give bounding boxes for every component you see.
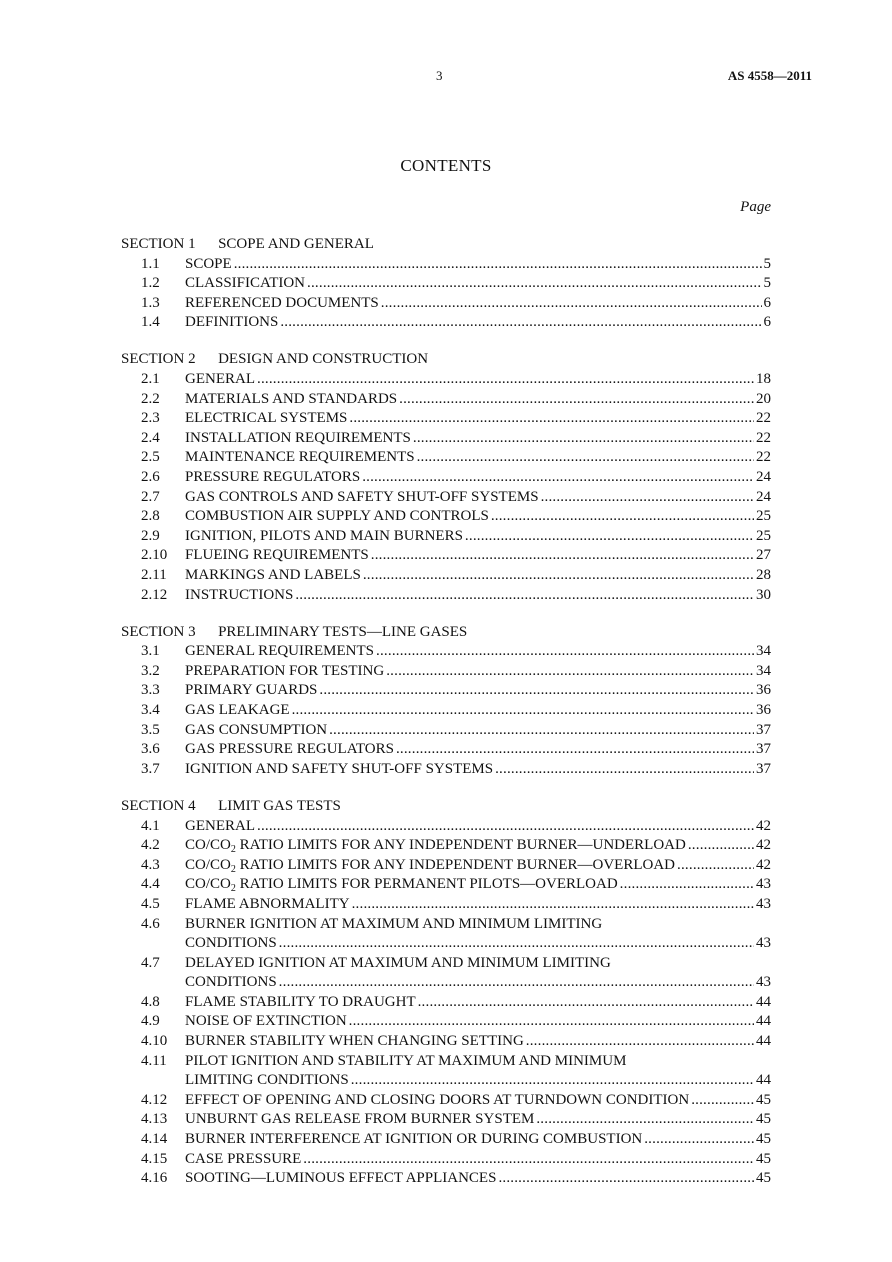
entry-title-line: BURNER IGNITION AT MAXIMUM AND MINIMUM LIMITING [185,915,603,932]
dot-leader [677,856,754,876]
dot-leader [526,1032,754,1052]
dot-leader [644,1130,754,1150]
entry-page: 24 [756,488,771,505]
toc-entry[interactable] [121,721,771,741]
page-number: 3 [436,68,443,83]
toc-entry[interactable] [121,740,771,760]
entry-number: 2.6 [141,469,160,486]
entry-page: 25 [756,527,771,544]
entry-title-line: DELAYED IGNITION AT MAXIMUM AND MINIMUM LIMITING [185,954,611,971]
entry-page: 20 [756,390,771,407]
entry-line [185,895,771,915]
dot-leader [279,973,754,993]
entry-line [185,390,771,410]
dot-leader [541,488,754,508]
toc-entry[interactable] [121,662,771,682]
entry-title: FLAME STABILITY TO DRAUGHT [185,993,416,1010]
entry-line [185,681,771,701]
entry-body [185,586,771,606]
entry-line [185,973,771,993]
dot-leader [465,527,754,547]
entry-line [185,642,771,662]
entry-title: $CO/CO_2$ RATIO LIMITS FOR ANY INDEPENDENT BURNER—UNDERLOAD [185,837,686,856]
entry-line [185,740,771,760]
entry-page: 22 [756,410,771,427]
entry-body [185,566,771,586]
toc-entry[interactable] [121,527,771,547]
entry-page: 43 [756,935,771,952]
entry-number: 3.6 [141,741,160,758]
entry-body [185,642,771,662]
entry-title: BURNER STABILITY WHEN CHANGING SETTING [185,1033,524,1050]
toc-entry[interactable] [121,1052,771,1091]
entry-page: 22 [756,429,771,446]
entry-line [185,1032,771,1052]
entry-page: 43 [756,974,771,991]
entry-body [185,721,771,741]
entry-title: INSTRUCTIONS [185,586,294,603]
entry-line [185,1012,771,1032]
entry-page: 42 [756,837,771,854]
entry-title: PREPARATION FOR TESTING [185,662,385,679]
entry-line [185,274,771,294]
dot-leader [417,448,754,468]
section-heading[interactable]: SECTION 1 SCOPE AND GENERAL [121,236,374,252]
entry-body [185,274,771,294]
entry-number: 1.1 [141,255,160,272]
entry-body [185,662,771,682]
entry-title: GAS CONSUMPTION [185,721,328,738]
entry-body [185,681,771,701]
entry-body [185,836,771,856]
dot-leader [413,429,754,449]
toc-entry[interactable] [121,255,771,275]
toc-entry[interactable] [121,875,771,895]
entry-body [185,294,771,314]
entry-title: FLUEING REQUIREMENTS [185,547,369,564]
entry-line [185,527,771,547]
entry-title: CONDITIONS [185,935,277,952]
entry-title: REFERENCED DOCUMENTS [185,294,379,311]
entry-body [185,1012,771,1032]
entry-title: BURNER INTERFERENCE AT IGNITION OR DURING COMBUSTION [185,1131,643,1148]
entry-line [185,760,771,780]
entry-body [185,915,771,954]
entry-body [185,527,771,547]
entry-title: CASE PRESSURE [185,1150,302,1167]
dot-leader [303,1150,754,1170]
toc-entry[interactable] [121,915,771,954]
entry-title: $CO/CO_2$ RATIO LIMITS FOR PERMANENT PILOTS—OVERLOAD [185,876,618,895]
toc-entry[interactable] [121,954,771,993]
entry-line [185,721,771,741]
dot-leader [495,760,754,780]
entry-body [185,313,771,333]
subscript: 2 [230,883,236,895]
entry-line [185,875,771,895]
entry-line [185,1091,771,1111]
entry-number: 2.3 [141,410,160,427]
entry-page: 43 [756,895,771,912]
toc-entry[interactable] [121,546,771,566]
entry-page: 30 [756,586,771,603]
entry-body [185,390,771,410]
toc-entry[interactable] [121,370,771,390]
entry-page: 43 [756,876,771,893]
entry-body [185,895,771,915]
entry-body [185,448,771,468]
subscript: 2 [230,844,236,856]
entry-title: MATERIALS AND STANDARDS [185,390,398,407]
section-heading[interactable]: SECTION 2 DESIGN AND CONSTRUCTION [121,351,429,368]
entry-page: 45 [756,1170,771,1187]
entry-number: 4.10 [141,1033,168,1050]
entry-body [185,954,771,993]
entry-page: 28 [756,567,771,583]
entry-line [185,934,771,954]
toc-entry[interactable] [121,409,771,429]
toc-entry[interactable] [121,895,771,915]
entry-title: GENERAL [185,817,255,834]
toc-entry[interactable] [121,1150,771,1170]
entry-body [185,468,771,488]
toc-entry[interactable] [121,681,771,701]
entry-number: 3.5 [141,721,160,738]
entry-page: 44 [756,1033,771,1050]
dot-leader [399,390,754,410]
dot-leader [396,740,754,760]
dot-leader [386,662,754,682]
entry-title: MARKINGS AND LABELS [185,567,361,583]
entry-line [185,1110,771,1130]
subscript: 2 [230,863,236,875]
entry-body [185,507,771,527]
dot-leader [307,274,761,294]
entry-page: 37 [756,760,771,777]
entry-number: 1.2 [141,275,160,292]
dot-leader [329,721,754,741]
entry-title: EFFECT OF OPENING AND CLOSING DOORS AT TURNDOWN CONDITION [185,1091,690,1108]
entry-page: 22 [756,449,771,466]
entry-number: 2.8 [141,508,160,525]
entry-number: 2.9 [141,527,160,544]
entry-body [185,1110,771,1130]
entry-number: 2.4 [141,429,160,446]
entry-page: 36 [756,702,771,719]
toc-entry[interactable] [121,274,771,294]
entry-title: GENERAL REQUIREMENTS [185,643,375,660]
entry-title: PRESSURE REGULATORS [185,469,361,486]
dot-leader [381,294,762,314]
entry-number: 4.15 [141,1150,168,1167]
dot-leader [279,934,754,954]
toc-entry[interactable] [121,468,771,488]
toc-entry[interactable] [121,294,771,314]
entry-number: 4.2 [141,837,160,854]
dot-leader [349,1012,754,1032]
entry-title: ELECTRICAL SYSTEMS [185,410,348,427]
toc-section [121,797,771,1189]
entry-page: 45 [756,1150,771,1167]
entry-page: 36 [756,682,771,699]
entry-line [185,448,771,468]
entry-line [185,1071,771,1091]
entry-title: DEFINITIONS [185,314,279,331]
entry-title: SOOTING—LUMINOUS EFFECT APPLIANCES [185,1170,497,1187]
toc-entry[interactable] [121,993,771,1013]
entry-line [185,993,771,1013]
entry-page: 25 [756,508,771,525]
entry-body [185,1150,771,1170]
dot-leader [280,313,761,333]
entry-body [185,488,771,508]
document-code: AS 4558—2011 [727,68,812,83]
entry-number: 2.1 [141,371,160,388]
entry-body [185,817,771,837]
toc-entry[interactable] [121,390,771,410]
entry-page: 34 [756,643,771,660]
entry-body [185,1169,771,1189]
entry-page: 18 [756,371,771,388]
toc-entry[interactable] [121,488,771,508]
entry-number: 4.13 [141,1111,168,1128]
dot-leader [257,370,754,390]
entry-number: 4.3 [141,856,160,873]
toc-section [121,350,771,605]
dot-leader [363,566,754,586]
entry-number: 2.7 [141,488,160,505]
entry-body [185,429,771,449]
entry-line [185,817,771,837]
entry-number: 4.11 [141,1052,167,1069]
toc-entry[interactable] [121,856,771,876]
entry-page: 37 [756,741,771,758]
dot-leader [362,468,754,488]
table-of-contents [121,235,771,1189]
entry-number: 4.16 [141,1170,168,1187]
entry-body [185,255,771,275]
entry-number: 2.12 [141,586,168,603]
entry-number: 4.12 [141,1091,168,1108]
entry-page: 5 [763,255,771,272]
entry-title: GAS PRESSURE REGULATORS [185,741,394,758]
entry-line [185,566,771,586]
entry-page: 45 [756,1131,771,1148]
entry-line [185,701,771,721]
entry-title: COMBUSTION AIR SUPPLY AND CONTROLS [185,508,489,525]
entry-title: LIMITING CONDITIONS [185,1072,349,1089]
entry-body [185,701,771,721]
toc-entry[interactable] [121,566,771,586]
entry-page: 44 [756,993,771,1010]
entry-page: 34 [756,662,771,679]
toc-entry[interactable] [121,760,771,780]
entry-number: 1.3 [141,294,160,311]
entry-page: 44 [756,1072,771,1089]
entry-line [185,488,771,508]
entry-body [185,993,771,1013]
entry-number: 2.2 [141,390,160,407]
dot-leader [376,642,754,662]
dot-leader [234,255,762,275]
dot-leader [491,507,754,527]
dot-leader [351,1071,754,1091]
entry-body [185,740,771,760]
dot-leader [371,546,754,566]
dot-leader [257,817,754,837]
entry-line [185,507,771,527]
section-heading[interactable]: SECTION 3 PRELIMINARY TESTS—LINE GASES [121,623,468,640]
entry-title: GENERAL [185,371,255,388]
entry-page: 42 [756,856,771,873]
entry-number: 4.5 [141,895,160,912]
toc-entry[interactable] [121,1169,771,1189]
dot-leader [319,681,754,701]
dot-leader [349,409,754,429]
entry-title: GAS CONTROLS AND SAFETY SHUT-OFF SYSTEMS [185,488,539,505]
entry-number: 3.7 [141,760,160,777]
entry-number: 1.4 [141,314,160,331]
entry-title: IGNITION AND SAFETY SHUT-OFF SYSTEMS [185,760,494,777]
entry-line [185,370,771,390]
entry-body [185,370,771,390]
section-heading[interactable]: SECTION 4 LIMIT GAS TESTS [121,797,341,814]
dot-leader [292,701,754,721]
dot-leader [620,875,754,895]
entry-body [185,546,771,566]
entry-title: SCOPE [185,255,232,272]
page-title: CONTENTS [400,156,492,175]
dot-leader [688,836,754,856]
toc-entry[interactable] [121,429,771,449]
dot-leader [498,1169,754,1189]
entry-title: NOISE OF EXTINCTION [185,1013,347,1030]
page-column-label: Page [740,199,771,215]
entry-line [185,409,771,429]
entry-page: 45 [756,1091,771,1108]
toc-entry[interactable] [121,1012,771,1032]
entry-number: 4.14 [141,1131,168,1148]
entry-page: 44 [756,1013,771,1030]
toc-entry[interactable] [121,1032,771,1052]
dot-leader [352,895,754,915]
toc-entry[interactable] [121,1110,771,1130]
entry-title: GAS LEAKAGE [185,702,290,719]
entry-number: 4.6 [141,915,160,932]
entry-line [185,429,771,449]
entry-line [185,255,771,275]
dot-leader [295,586,754,606]
entry-line [185,836,771,856]
dot-leader [536,1110,754,1130]
entry-line [185,546,771,566]
entry-line [185,294,771,314]
entry-page: 27 [756,547,771,564]
entry-body [185,1052,771,1091]
entry-line [185,856,771,876]
toc-section [121,235,771,333]
entry-title-line: PILOT IGNITION AND STABILITY AT MAXIMUM AND MINIMUM [185,1052,627,1069]
dot-leader [418,993,754,1013]
entry-line [185,1130,771,1150]
toc-entry[interactable] [121,836,771,856]
entry-body [185,856,771,876]
toc-entry[interactable] [121,1130,771,1150]
entry-number: 4.7 [141,954,160,971]
entry-title: UNBURNT GAS RELEASE FROM BURNER SYSTEM [185,1111,535,1128]
entry-page: 42 [756,817,771,834]
entry-line [185,313,771,333]
toc-entry[interactable] [121,507,771,527]
entry-number: 2.10 [141,547,168,564]
toc-entry[interactable] [121,817,771,837]
entry-title: PRIMARY GUARDS [185,682,318,699]
entry-body [185,760,771,780]
entry-page: 5 [763,275,771,292]
entry-page: 6 [763,314,771,331]
entry-page: 45 [756,1111,771,1128]
entry-number: 3.4 [141,702,160,719]
entry-number: 3.1 [141,643,160,660]
dot-leader [691,1091,754,1111]
toc-entry[interactable] [121,586,771,606]
entry-title: FLAME ABNORMALITY [185,895,350,912]
entry-page: 6 [763,294,771,311]
entry-number: 4.9 [141,1013,160,1030]
toc-entry[interactable] [121,313,771,333]
toc-entry[interactable] [121,701,771,721]
entry-title: INSTALLATION REQUIREMENTS [185,429,411,446]
entry-body [185,1091,771,1111]
entry-line [185,468,771,488]
entry-number: 2.11 [141,567,167,583]
entry-page: 24 [756,469,771,486]
entry-body [185,1032,771,1052]
entry-line [185,662,771,682]
toc-entry[interactable] [121,1091,771,1111]
entry-number: 3.3 [141,682,160,699]
entry-number: 4.1 [141,817,160,834]
entry-title: CLASSIFICATION [185,275,306,292]
entry-title: IGNITION, PILOTS AND MAIN BURNERS [185,527,463,544]
entry-page: 37 [756,721,771,738]
entry-body [185,409,771,429]
entry-line [185,1169,771,1189]
entry-line [185,1150,771,1170]
entry-line [185,586,771,606]
entry-number: 2.5 [141,449,160,466]
toc-section [121,623,771,780]
entry-title: CONDITIONS [185,974,277,991]
entry-number: 4.4 [141,876,160,893]
entry-number: 4.8 [141,993,160,1010]
entry-body [185,1130,771,1150]
toc-entry[interactable] [121,642,771,662]
entry-title: MAINTENANCE REQUIREMENTS [185,449,415,466]
toc-entry[interactable] [121,448,771,468]
entry-body [185,875,771,895]
entry-number: 3.2 [141,662,160,679]
entry-title: $CO/CO_2$ RATIO LIMITS FOR ANY INDEPENDENT BURNER—OVERLOAD [185,856,676,875]
